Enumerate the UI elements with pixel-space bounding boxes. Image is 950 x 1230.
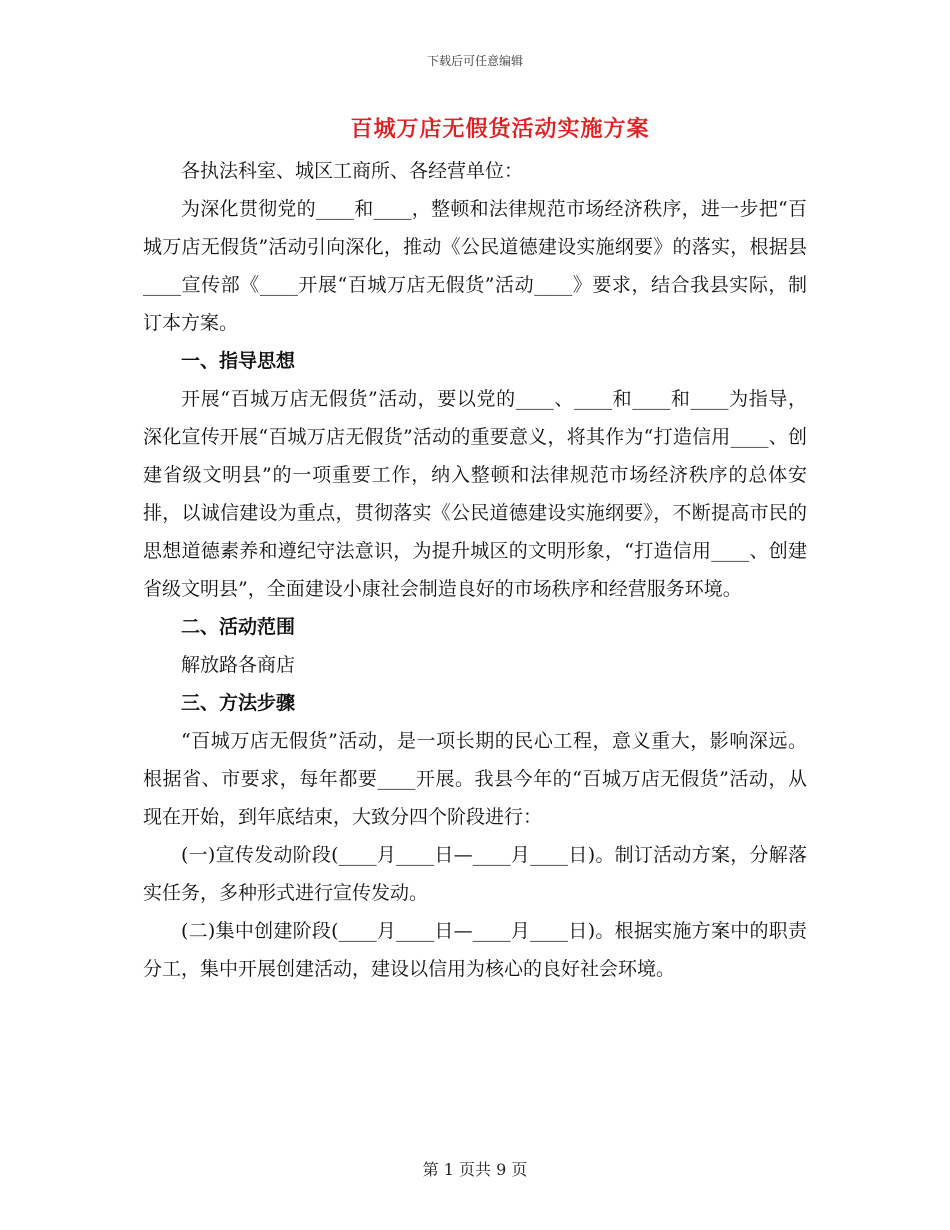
section-heading-scope: 二、活动范围 bbox=[181, 616, 296, 638]
document-title: 百城万店无假货活动实施方案 bbox=[350, 116, 650, 142]
section-heading-steps: 三、方法步骤 bbox=[181, 692, 296, 714]
salutation: 各执法科室、城区工商所、各经营单位： bbox=[181, 160, 524, 182]
header-note: 下载后可任意编辑 bbox=[426, 54, 523, 68]
stage-one-paragraph: (一)宣传发动阶段(____月____日—____月____日)。制订活动方案，分解落实任务，多种形式进行宣传发动。 bbox=[143, 844, 807, 904]
intro-paragraph: 为深化贯彻党的____和____，整顿和法律规范市场经济秩序，进一步把“百城万店无假货”活动引向深化，推动《公民道德建设实施纲要》的落实，根据县____宣传部《____开展“百城万店无假货”活动____》要求，结合我县实际，制订本方案。 bbox=[143, 198, 807, 334]
guiding-thought-paragraph: 开展“百城万店无假货”活动，要以党的____、____和____和____为指导，深化宣传开展“百城万店无假货”活动的重要意义，将其作为“打造信用____、创建省级文明县”的一项重要工作，纳入整顿和法律规范市场经济秩序的总体安排，以诚信建设为重点，贯彻落实《公民道德建设实施纲要》，不断提高市民的思想道德素养和遵纪守法意识，为提升城区的文明形象，“打造信用____、创建省级文明县”，全面建设小康社会制造良好的市场秩序和经营服务环境。 bbox=[143, 388, 807, 600]
scope-paragraph: 解放路各商店 bbox=[181, 654, 296, 676]
document-body bbox=[143, 152, 807, 988]
section-heading-guiding-thought: 一、指导思想 bbox=[181, 350, 296, 372]
stage-two-paragraph: (二)集中创建阶段(____月____日—____月____日)。根据实施方案中的职责分工，集中开展创建活动，建设以信用为核心的良好社会环境。 bbox=[143, 920, 807, 980]
page-footer: 第 1 页共 9 页 bbox=[422, 1160, 528, 1179]
steps-intro-paragraph: “百城万店无假货”活动，是一项长期的民心工程，意义重大，影响深远。根据省、市要求，每年都要____开展。我县今年的“百城万店无假货”活动，从现在开始，到年底结束，大致分四个阶段进行： bbox=[143, 730, 807, 828]
